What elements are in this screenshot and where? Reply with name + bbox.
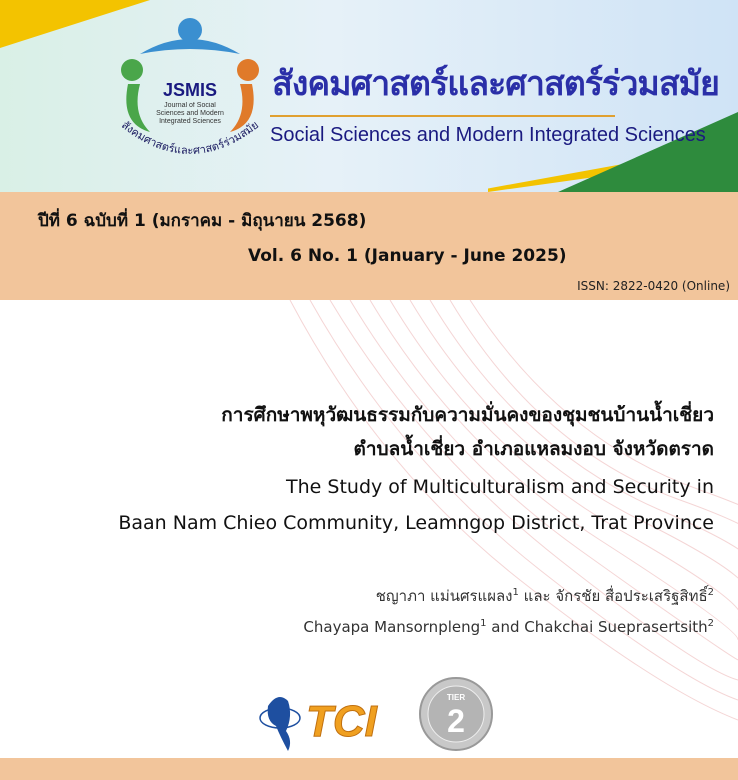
author-en-2: Chakchai Sueprasertsith <box>524 618 708 636</box>
thailand-map-icon <box>260 697 300 751</box>
author-en-and: and <box>486 618 525 636</box>
author-thai-1: ชญาภา แม่นศรแผลง <box>375 587 513 605</box>
tci-text: TCI <box>306 697 377 746</box>
journal-english-title: Social Sciences and Modern Integrated Sciences <box>270 124 706 146</box>
authors-thai <box>376 584 714 608</box>
issn-number: ISSN: 2822-0420 (Online) <box>577 279 730 293</box>
author-sup-1: 1 <box>512 587 519 598</box>
jsmis-logo <box>110 14 270 174</box>
author-en-sup-1: 1 <box>480 618 487 629</box>
tci-tier2-badge <box>258 676 498 756</box>
tier-number: 2 <box>447 703 465 739</box>
article-title-english-line2: Baan Nam Chieo Community, Leamngop District, Trat Province <box>118 512 714 534</box>
author-en-1: Chayapa Mansornpleng <box>303 618 481 636</box>
article-title-thai-line2: ตำบลน้ำเชี่ยว อำเภอแหลมงอบ จังหวัดตราด <box>353 438 714 460</box>
issue-english: Vol. 6 No. 1 (January - June 2025) <box>248 246 567 266</box>
footer-bar <box>0 758 738 780</box>
journal-thai-title: สังคมศาสตร์และศาสตร์ร่วมสมัย <box>272 64 719 104</box>
logo-subtitle: Journal of Social Sciences and Modern Integrated Sciences <box>156 102 224 125</box>
logo-acronym: JSMIS <box>162 80 218 100</box>
author-thai-2: จักรชัย สื่อประเสริฐสิทธิ์ <box>555 587 708 605</box>
author-sup-2: 2 <box>707 587 714 598</box>
author-en-sup-2: 2 <box>707 618 714 629</box>
authors-english <box>303 618 714 636</box>
author-thai-and: และ <box>518 587 556 605</box>
journal-header <box>0 0 738 192</box>
issue-thai: ปีที่ 6 ฉบับที่ 1 (มกราคม - มิถุนายน 2568) <box>38 211 367 231</box>
tier-label: TIER <box>446 693 466 702</box>
article-title-english-line1: The Study of Multiculturalism and Security in <box>286 476 714 498</box>
logo-arc-text: สังคมศาสตร์และศาสตร์ร่วมสมัย <box>118 118 262 158</box>
tier-2-coin-icon <box>420 678 492 750</box>
title-divider <box>270 115 615 117</box>
article-title-thai-line1: การศึกษาพหุวัฒนธรรมกับความมั่นคงของชุมชนบ้านน้ำเชี่ยว <box>221 404 714 426</box>
